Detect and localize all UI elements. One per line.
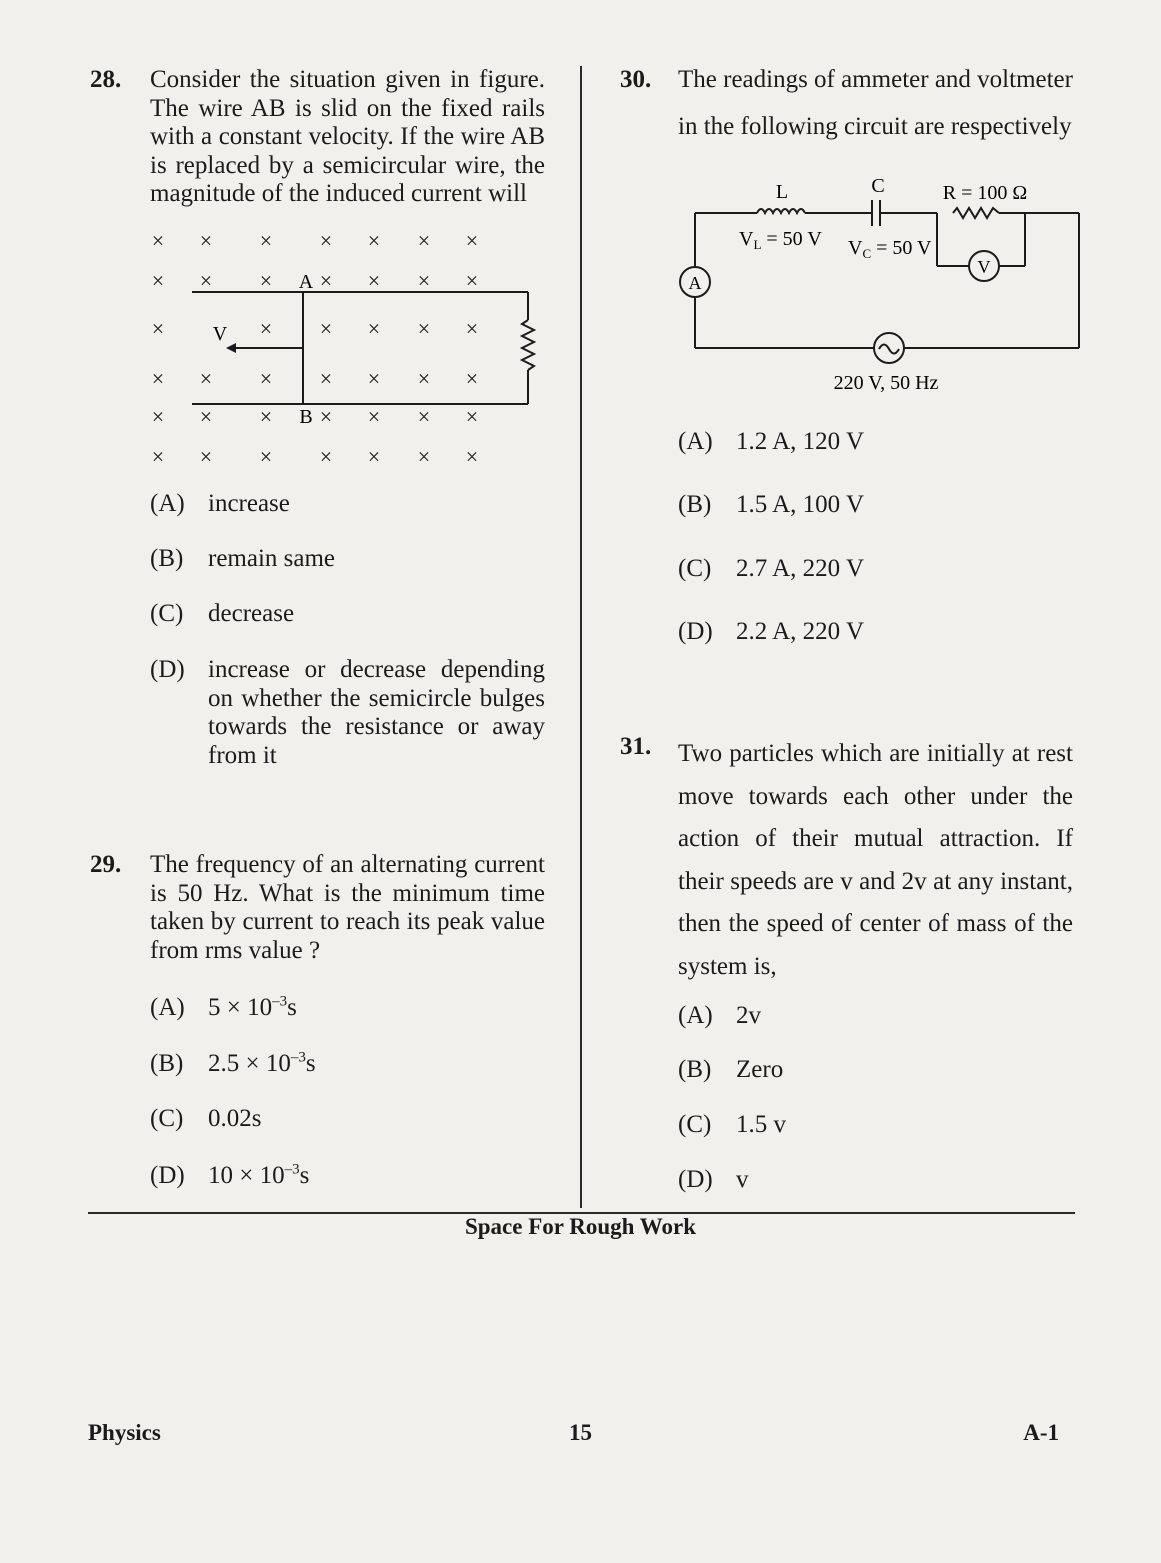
column-divider xyxy=(580,66,582,1208)
option-value: $10 \times 10^{-3}s$ xyxy=(208,1161,310,1189)
svg-text:×: × xyxy=(367,316,381,341)
cross-row-3 xyxy=(152,316,478,341)
velocity-arrowhead xyxy=(226,343,236,353)
option-label: (A) xyxy=(150,994,185,1021)
svg-text:×: × xyxy=(259,316,273,341)
option-label: (D) xyxy=(678,618,713,645)
label-v: V xyxy=(212,323,228,345)
cross-row-1 xyxy=(152,228,478,253)
cross-row-5 xyxy=(152,404,478,429)
svg-text:×: × xyxy=(367,366,381,391)
svg-text:×: × xyxy=(417,444,431,469)
option-text: Zero xyxy=(736,1056,784,1083)
svg-text:×: × xyxy=(417,228,431,253)
svg-text:×: × xyxy=(259,404,273,429)
q30-number: 30. xyxy=(620,66,652,93)
svg-text:×: × xyxy=(319,444,333,469)
rough-work-label: Space For Rough Work xyxy=(464,1214,697,1239)
option-label: (A) xyxy=(150,490,185,517)
option-label: (A) xyxy=(678,1002,713,1029)
cross-row-4 xyxy=(152,366,478,391)
cross-row-6 xyxy=(152,444,478,469)
option-text: 1.5 v xyxy=(736,1111,786,1138)
footer-code: A-1 xyxy=(1023,1420,1059,1445)
svg-text:×: × xyxy=(465,366,479,391)
svg-text:×: × xyxy=(417,268,431,293)
option-text: 2.7 A, 220 V xyxy=(736,555,865,582)
svg-text:×: × xyxy=(199,366,213,391)
footer-subject: Physics xyxy=(88,1420,161,1445)
q31-number: 31. xyxy=(620,733,652,760)
q28-number: 28. xyxy=(90,66,122,93)
svg-text:×: × xyxy=(199,268,213,293)
cross-row-2 xyxy=(152,268,478,293)
svg-text:×: × xyxy=(465,316,479,341)
svg-text:×: × xyxy=(367,444,381,469)
svg-text:×: × xyxy=(151,366,165,391)
option-text: 1.5 A, 100 V xyxy=(736,491,865,518)
svg-text:×: × xyxy=(259,228,273,253)
svg-text:×: × xyxy=(367,228,381,253)
option-label: (B) xyxy=(678,491,712,518)
svg-text:×: × xyxy=(319,316,333,341)
svg-text:×: × xyxy=(199,444,213,469)
svg-text:×: × xyxy=(319,268,333,293)
option-label: (B) xyxy=(150,545,184,572)
option-text: increase xyxy=(208,490,290,517)
svg-text:×: × xyxy=(319,404,333,429)
svg-text:×: × xyxy=(465,228,479,253)
option-text: v xyxy=(736,1166,749,1193)
q28-text: Consider the situation given in figure. The wire AB is slid on the fixed rails with a constant velocity. If the wire AB is replaced by a semicircular wire, the magnitude of the induced current will xyxy=(150,66,545,207)
svg-text:×: × xyxy=(151,444,165,469)
svg-text:×: × xyxy=(259,366,273,391)
ammeter-label: A xyxy=(688,273,702,293)
label-a: A xyxy=(298,271,314,293)
option-value: $2.5 \times 10^{-3}s$ xyxy=(208,1049,316,1077)
option-label: (C) xyxy=(678,1111,712,1138)
capacitor-label: C xyxy=(871,175,885,197)
option-label: (D) xyxy=(150,1162,185,1189)
svg-text:×: × xyxy=(319,366,333,391)
svg-text:×: × xyxy=(151,404,165,429)
q30-line-2: in the following circuit are respectively xyxy=(678,113,1072,140)
svg-text:×: × xyxy=(367,268,381,293)
resistor-zigzag xyxy=(522,320,534,370)
svg-text:×: × xyxy=(151,268,165,293)
option-text: increase or decrease depending on whether the semicircle bulges towards the resistance or away from it xyxy=(208,656,545,769)
svg-text:×: × xyxy=(259,268,273,293)
option-text: 2.2 A, 220 V xyxy=(736,618,865,645)
option-text: 2v xyxy=(736,1002,761,1029)
option-label: (A) xyxy=(678,428,713,455)
q31-text: Two particles which are initially at rest move towards each other under the action of their mutual attraction. If their speeds are v and 2v at any instant, then the speed of center of mass of the system is, xyxy=(678,740,1073,980)
option-label: (D) xyxy=(150,656,185,683)
option-label: (C) xyxy=(150,600,184,627)
vl-label: $V_L = 50$ V xyxy=(739,228,822,252)
option-label: (C) xyxy=(150,1105,184,1132)
footer-page-number: 15 xyxy=(569,1420,592,1445)
svg-text:×: × xyxy=(417,316,431,341)
svg-text:×: × xyxy=(417,366,431,391)
option-label: (D) xyxy=(678,1166,713,1193)
svg-text:×: × xyxy=(417,404,431,429)
q28-figure xyxy=(140,222,540,472)
option-label: (C) xyxy=(678,555,712,582)
inductor-coil xyxy=(757,209,805,213)
svg-text:×: × xyxy=(319,228,333,253)
svg-text:×: × xyxy=(151,316,165,341)
resistor-zigzag xyxy=(953,208,999,218)
q30-circuit xyxy=(675,168,1095,400)
option-text: 1.2 A, 120 V xyxy=(736,428,865,455)
svg-text:×: × xyxy=(199,228,213,253)
magnetic-field-crosses xyxy=(152,228,478,469)
inductor-label: L xyxy=(775,181,789,203)
resistor-label: R = 100 Ω xyxy=(942,182,1028,204)
option-label: (B) xyxy=(678,1056,712,1083)
svg-text:×: × xyxy=(465,444,479,469)
option-value: $5 \times 10^{-3}s$ xyxy=(208,993,297,1021)
q30-line-1: The readings of ammeter and voltmeter xyxy=(678,66,1073,93)
svg-text:×: × xyxy=(151,228,165,253)
svg-text:×: × xyxy=(465,404,479,429)
option-text: decrease xyxy=(208,600,295,627)
option-text: remain same xyxy=(208,545,336,572)
svg-text:×: × xyxy=(465,268,479,293)
q29-text: The frequency of an alternating current is 50 Hz. What is the minimum time taken by current to reach its peak value from rms value ? xyxy=(150,851,545,964)
option-text: 0.02s xyxy=(208,1105,262,1132)
svg-text:×: × xyxy=(199,404,213,429)
option-label: (B) xyxy=(150,1050,184,1077)
label-b: B xyxy=(299,406,313,428)
voltmeter-label: V xyxy=(977,257,991,277)
vc-label: $V_C = 50$ V xyxy=(848,237,932,261)
svg-text:×: × xyxy=(259,444,273,469)
svg-text:×: × xyxy=(367,404,381,429)
q29-number: 29. xyxy=(90,851,122,878)
source-label: 220 V, 50 Hz xyxy=(833,372,939,394)
